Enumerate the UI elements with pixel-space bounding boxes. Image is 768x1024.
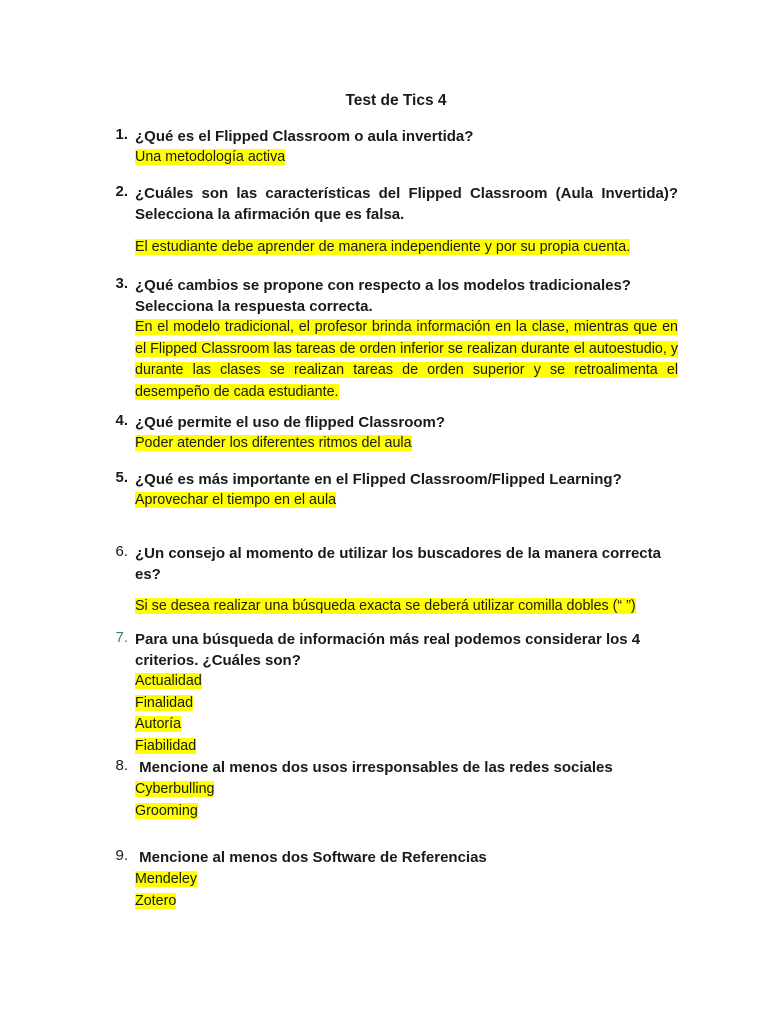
question-9 bbox=[112, 847, 678, 912]
question-2 bbox=[112, 183, 678, 258]
question-text: ¿Cuáles son las características del Flipped Classroom (Aula Invertida)? Selecciona la afirmación que es falsa. bbox=[135, 185, 678, 223]
answer: Poder atender los diferentes ritmos del aula bbox=[135, 435, 412, 451]
question-number: 4. bbox=[115, 412, 128, 429]
answer-item: Mendeley bbox=[135, 871, 197, 887]
question-text: ¿Qué permite el uso de flipped Classroom? bbox=[135, 414, 446, 431]
question-text: ¿Qué es más importante en el Flipped Classroom/Flipped Learning? bbox=[135, 471, 622, 488]
answer: El estudiante debe aprender de manera independiente y por su propia cuenta. bbox=[135, 239, 631, 255]
answer: Si se desea realizar una búsqueda exacta se deberá utilizar comilla dobles (“ ”) bbox=[135, 598, 636, 614]
question-text: Mencione al menos dos Software de Referencias bbox=[135, 849, 487, 866]
question-text: ¿Un consejo al momento de utilizar los buscadores de la manera correcta es? bbox=[135, 545, 661, 583]
question-6 bbox=[112, 543, 678, 617]
question-8 bbox=[112, 757, 678, 822]
question-text: ¿Qué cambios se propone con respecto a los modelos tradicionales? Selecciona la respuesta correcta. bbox=[135, 277, 631, 315]
question-5 bbox=[112, 469, 678, 511]
answer-list bbox=[135, 869, 678, 912]
question-number: 7. bbox=[115, 629, 128, 646]
question-1 bbox=[112, 126, 678, 168]
answer-item: Finalidad bbox=[135, 694, 194, 711]
question-text: ¿Qué es el Flipped Classroom o aula invertida? bbox=[135, 128, 474, 145]
question-number: 9. bbox=[115, 847, 128, 864]
answer-item: Grooming bbox=[135, 802, 198, 819]
answer-item: Autoría bbox=[135, 716, 182, 732]
answer-item: Cyberbulling bbox=[135, 781, 215, 797]
question-4 bbox=[112, 412, 678, 454]
answer-item: Fiabilidad bbox=[135, 737, 197, 754]
answer-list bbox=[135, 671, 678, 757]
question-number: 3. bbox=[115, 275, 128, 292]
question-text: Mencione al menos dos usos irresponsables de las redes sociales bbox=[135, 759, 613, 776]
question-number: 1. bbox=[115, 126, 128, 143]
question-number: 5. bbox=[115, 469, 128, 486]
question-number: 6. bbox=[115, 543, 128, 560]
document-title: Test de Tics 4 bbox=[345, 92, 447, 109]
answer-item: Zotero bbox=[135, 892, 177, 909]
question-7 bbox=[112, 629, 678, 757]
answer-list bbox=[135, 779, 678, 822]
question-number: 2. bbox=[115, 183, 128, 200]
question-text: Para una búsqueda de información más real podemos considerar los 4 criterios. ¿Cuáles son? bbox=[135, 631, 641, 669]
answer: En el modelo tradicional, el profesor brinda información en la clase, mientras que en el Flipped Classroom las tareas de orden inferior se realizan durante el autoestudio, y durante las clases se realizan tareas de orden superior y se retroalimenta el desempeño de cada estudiante. bbox=[135, 319, 678, 400]
question-number: 8. bbox=[115, 757, 128, 774]
question-3 bbox=[112, 275, 678, 403]
answer: Aprovechar el tiempo en el aula bbox=[135, 492, 337, 508]
answer: Una metodología activa bbox=[135, 149, 286, 165]
answer-item: Actualidad bbox=[135, 673, 202, 689]
